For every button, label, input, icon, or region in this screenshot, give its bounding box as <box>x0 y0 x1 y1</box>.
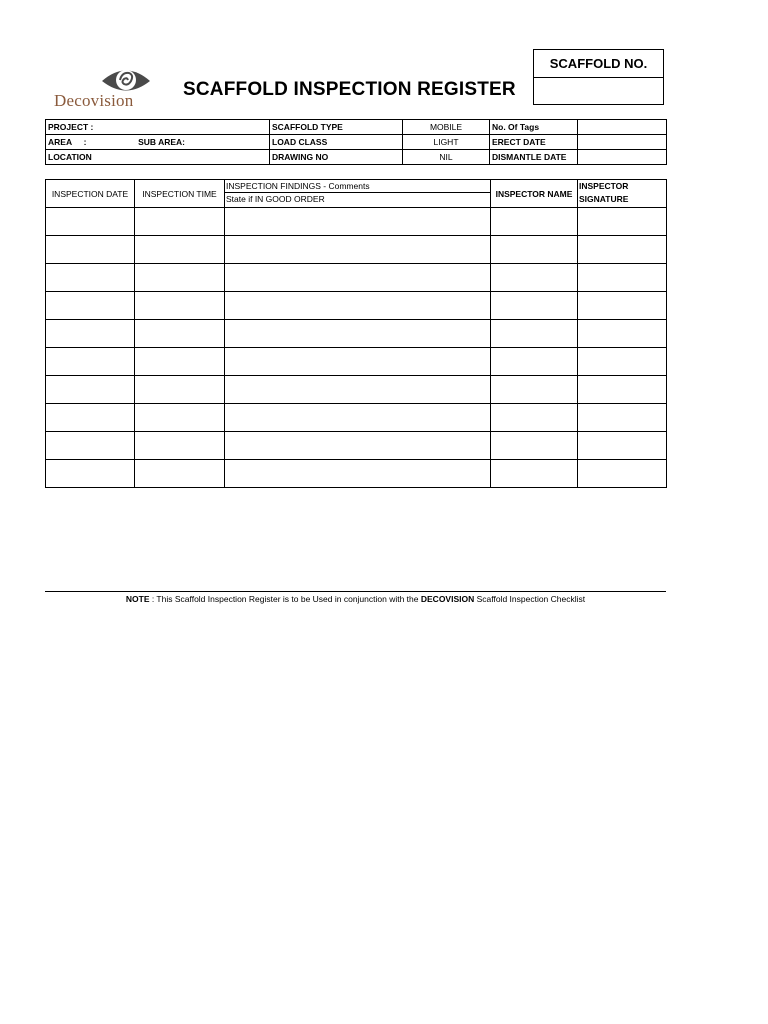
table-row <box>46 320 667 348</box>
inspection-register-table <box>45 179 667 488</box>
signature-cell[interactable] <box>578 348 667 376</box>
time-cell[interactable] <box>135 376 225 404</box>
signature-header-line2: SIGNATURE <box>579 194 629 204</box>
scaffold-type-label: SCAFFOLD TYPE <box>270 120 403 135</box>
date-cell[interactable] <box>46 348 135 376</box>
findings-cell[interactable] <box>225 264 491 292</box>
signature-cell[interactable] <box>578 376 667 404</box>
drawing-no-label: DRAWING NO <box>270 150 403 165</box>
time-cell[interactable] <box>135 292 225 320</box>
load-class-value[interactable]: LIGHT <box>403 135 490 150</box>
signature-header-line1: INSPECTOR <box>579 181 629 191</box>
inspector-cell[interactable] <box>491 460 578 488</box>
findings-cell[interactable] <box>225 376 491 404</box>
table-row <box>46 376 667 404</box>
sub-area-label: SUB AREA: <box>138 137 186 147</box>
table-row <box>46 432 667 460</box>
area-row <box>46 135 667 150</box>
inspector-cell[interactable] <box>491 236 578 264</box>
time-cell[interactable] <box>135 264 225 292</box>
table-row <box>46 292 667 320</box>
date-cell[interactable] <box>46 432 135 460</box>
signature-cell[interactable] <box>578 292 667 320</box>
inspector-cell[interactable] <box>491 264 578 292</box>
load-class-label: LOAD CLASS <box>270 135 403 150</box>
dismantle-date-value[interactable] <box>578 150 667 165</box>
findings-header <box>225 180 491 208</box>
scaffold-no-label: SCAFFOLD NO. <box>534 50 663 78</box>
signature-cell[interactable] <box>578 404 667 432</box>
findings-header-sub: State if IN GOOD ORDER <box>226 194 325 204</box>
footer-note <box>45 594 666 604</box>
findings-cell[interactable] <box>225 404 491 432</box>
signature-cell[interactable] <box>578 320 667 348</box>
area-field[interactable] <box>46 135 270 150</box>
time-cell[interactable] <box>135 348 225 376</box>
time-cell[interactable] <box>135 236 225 264</box>
signature-cell[interactable] <box>578 460 667 488</box>
inspection-date-header: INSPECTION DATE <box>46 180 135 208</box>
signature-cell[interactable] <box>578 264 667 292</box>
erect-date-value[interactable] <box>578 135 667 150</box>
date-cell[interactable] <box>46 460 135 488</box>
findings-cell[interactable] <box>225 236 491 264</box>
table-row <box>46 208 667 236</box>
findings-cell[interactable] <box>225 292 491 320</box>
inspector-cell[interactable] <box>491 348 578 376</box>
signature-cell[interactable] <box>578 432 667 460</box>
time-cell[interactable] <box>135 460 225 488</box>
drawing-no-value[interactable]: NIL <box>403 150 490 165</box>
inspector-cell[interactable] <box>491 404 578 432</box>
findings-cell[interactable] <box>225 320 491 348</box>
project-label: PROJECT : <box>48 122 94 132</box>
findings-header-title: INSPECTION FINDINGS - Comments <box>225 180 490 193</box>
note-divider <box>45 591 666 592</box>
date-cell[interactable] <box>46 292 135 320</box>
erect-date-label: ERECT DATE <box>490 135 578 150</box>
table-row <box>46 460 667 488</box>
date-cell[interactable] <box>46 236 135 264</box>
project-row <box>46 120 667 135</box>
project-info-table <box>45 119 667 165</box>
time-cell[interactable] <box>135 432 225 460</box>
findings-cell[interactable] <box>225 432 491 460</box>
tags-label: No. Of Tags <box>490 120 578 135</box>
scaffold-type-value[interactable]: MOBILE <box>403 120 490 135</box>
location-field[interactable] <box>46 150 270 165</box>
time-cell[interactable] <box>135 404 225 432</box>
findings-cell[interactable] <box>225 208 491 236</box>
table-row <box>46 264 667 292</box>
table-row <box>46 348 667 376</box>
inspector-name-header: INSPECTOR NAME <box>491 180 578 208</box>
signature-cell[interactable] <box>578 208 667 236</box>
date-cell[interactable] <box>46 376 135 404</box>
date-cell[interactable] <box>46 404 135 432</box>
inspector-signature-header <box>578 180 667 208</box>
inspector-cell[interactable] <box>491 208 578 236</box>
signature-cell[interactable] <box>578 236 667 264</box>
brand-name: Decovision <box>54 91 134 110</box>
date-cell[interactable] <box>46 208 135 236</box>
location-row <box>46 150 667 165</box>
date-cell[interactable] <box>46 320 135 348</box>
area-label: AREA <box>48 137 73 147</box>
project-field[interactable] <box>46 120 270 135</box>
findings-cell[interactable] <box>225 460 491 488</box>
note-prefix: NOTE <box>125 594 150 604</box>
note-text-2: Scaffold Inspection Checklist <box>474 594 586 604</box>
inspector-cell[interactable] <box>491 432 578 460</box>
time-cell[interactable] <box>135 320 225 348</box>
inspector-cell[interactable] <box>491 292 578 320</box>
date-cell[interactable] <box>46 264 135 292</box>
note-brand: DECOVISION <box>420 594 475 604</box>
scaffold-no-box <box>533 49 664 105</box>
note-text-1: : This Scaffold Inspection Register is to be Used in conjunction with the <box>149 594 421 604</box>
scaffold-no-field[interactable] <box>534 78 663 104</box>
inspector-cell[interactable] <box>491 320 578 348</box>
table-row <box>46 236 667 264</box>
time-cell[interactable] <box>135 208 225 236</box>
location-label: LOCATION <box>48 152 92 162</box>
area-colon: : <box>83 137 87 147</box>
inspection-time-header: INSPECTION TIME <box>135 180 225 208</box>
page-title: SCAFFOLD INSPECTION REGISTER <box>183 79 516 100</box>
table-row <box>46 404 667 432</box>
header-row <box>46 180 667 208</box>
dismantle-date-label: DISMANTLE DATE <box>490 150 578 165</box>
inspector-cell[interactable] <box>491 376 578 404</box>
tags-value[interactable] <box>578 120 667 135</box>
findings-cell[interactable] <box>225 348 491 376</box>
